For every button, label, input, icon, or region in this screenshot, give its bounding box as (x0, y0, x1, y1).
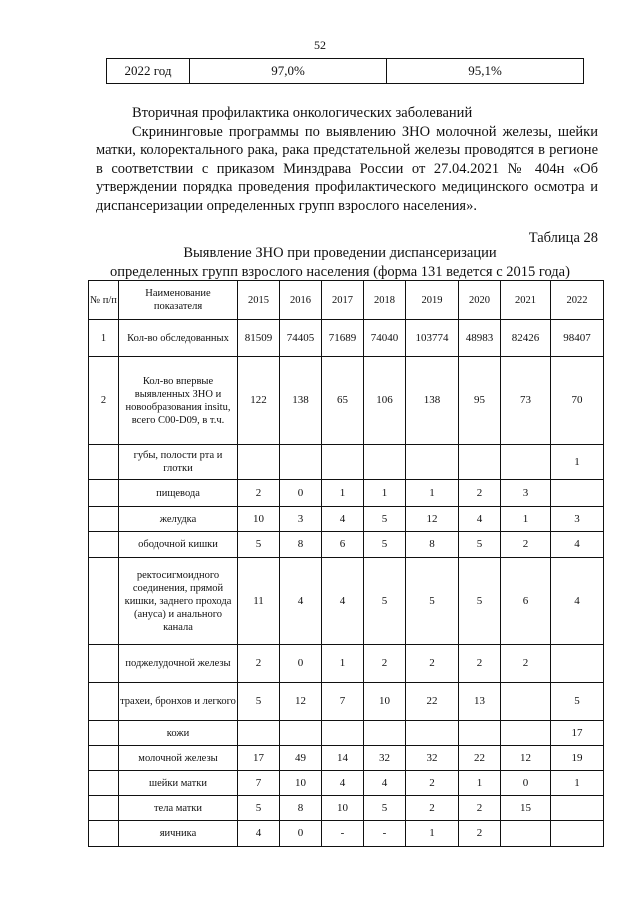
value-cell: 11 (238, 558, 280, 645)
value-cell: 5 (406, 558, 459, 645)
value-cell: 49 (280, 746, 322, 771)
row-number (89, 532, 119, 558)
indicator-name: пищевода (119, 480, 238, 507)
value-cell: 103774 (406, 320, 459, 357)
value-cell: 8 (280, 796, 322, 821)
row-number (89, 721, 119, 746)
value-cell: 1 (501, 507, 551, 532)
value-cell: 1 (364, 480, 406, 507)
section-title: Вторичная профилактика онкологических заболеваний (132, 105, 473, 121)
row-number (89, 746, 119, 771)
indicator-name: трахеи, бронхов и легкого (119, 683, 238, 721)
row-number (89, 821, 119, 847)
value-cell: 19 (551, 746, 604, 771)
header-num: № п/п (89, 281, 119, 320)
value-cell: 1 (406, 821, 459, 847)
value-cell: 5 (238, 796, 280, 821)
value-cell (551, 645, 604, 683)
value-cell: 0 (280, 480, 322, 507)
value-cell (501, 683, 551, 721)
value-cell: 5 (459, 558, 501, 645)
value-cell: 3 (501, 480, 551, 507)
value-cell (406, 445, 459, 480)
data-table (88, 280, 604, 847)
table-row (89, 746, 604, 771)
value-cell: 0 (280, 645, 322, 683)
value-cell: 2 (459, 821, 501, 847)
header-year: 2016 (280, 281, 322, 320)
value-cell: 0 (280, 821, 322, 847)
value-cell: 5 (364, 507, 406, 532)
row-number (89, 683, 119, 721)
value-cell: 2 (406, 796, 459, 821)
value-cell: 2 (238, 480, 280, 507)
indicator-name: ректосигмоидного соединения, прямой кишки, заднего прохода (ануса) и анального канала (119, 558, 238, 645)
value-cell: 3 (280, 507, 322, 532)
value-cell: 5 (551, 683, 604, 721)
header-year: 2020 (459, 281, 501, 320)
value-cell: 4 (280, 558, 322, 645)
value-cell (280, 445, 322, 480)
value-cell: 138 (406, 357, 459, 445)
value-cell: 1 (551, 445, 604, 480)
value-cell (364, 445, 406, 480)
value-cell: 95 (459, 357, 501, 445)
value-cell: 22 (406, 683, 459, 721)
table-row (89, 796, 604, 821)
value-cell: 97,0% (190, 59, 387, 84)
value-cell: 17 (238, 746, 280, 771)
value-cell: 2 (406, 771, 459, 796)
value-cell: 0 (501, 771, 551, 796)
value-cell: 5 (238, 683, 280, 721)
header-year: 2018 (364, 281, 406, 320)
value-cell: 12 (406, 507, 459, 532)
header-year: 2019 (406, 281, 459, 320)
value-cell: 73 (501, 357, 551, 445)
value-cell: 2 (459, 480, 501, 507)
value-cell: 4 (459, 507, 501, 532)
value-cell: 3 (551, 507, 604, 532)
table-row (89, 445, 604, 480)
value-cell (459, 721, 501, 746)
value-cell: 8 (406, 532, 459, 558)
table-row (89, 645, 604, 683)
value-cell: 7 (238, 771, 280, 796)
value-cell: 74040 (364, 320, 406, 357)
table-label: Таблица 28 (528, 230, 598, 246)
value-cell: 5 (364, 532, 406, 558)
value-cell: 32 (364, 746, 406, 771)
value-cell: 12 (501, 746, 551, 771)
value-cell (280, 721, 322, 746)
value-cell: 22 (459, 746, 501, 771)
value-cell: 2 (364, 645, 406, 683)
page-number: 52 (314, 38, 326, 52)
table-row (107, 59, 584, 84)
row-number: 1 (89, 320, 119, 357)
row-number (89, 507, 119, 532)
table-row (89, 771, 604, 796)
value-cell: 48983 (459, 320, 501, 357)
header-name: Наименование показателя (119, 281, 238, 320)
value-cell: 2 (501, 645, 551, 683)
indicator-name: желудка (119, 507, 238, 532)
value-cell: 5 (364, 796, 406, 821)
value-cell: - (364, 821, 406, 847)
value-cell (501, 721, 551, 746)
indicator-name: Кол-во впервые выявленных ЗНО и новообразования insitu, всего С00-D09, в т.ч. (119, 357, 238, 445)
table-caption: Выявление ЗНО при проведении диспансеризации (183, 245, 497, 261)
value-cell: 4 (364, 771, 406, 796)
value-cell: 4 (551, 532, 604, 558)
indicator-name: яичника (119, 821, 238, 847)
value-cell: 10 (322, 796, 364, 821)
table-caption: определенных групп взрослого населения (форма 131 ведется с 2015 года) (110, 264, 570, 280)
value-cell: 71689 (322, 320, 364, 357)
row-number (89, 480, 119, 507)
value-cell: 106 (364, 357, 406, 445)
value-cell: 2 (238, 645, 280, 683)
indicator-name: шейки матки (119, 771, 238, 796)
value-cell (551, 480, 604, 507)
indicator-name: ободочной кишки (119, 532, 238, 558)
value-cell: 70 (551, 357, 604, 445)
value-cell (501, 821, 551, 847)
value-cell: 4 (322, 507, 364, 532)
value-cell: 32 (406, 746, 459, 771)
value-cell: 65 (322, 357, 364, 445)
value-cell (459, 445, 501, 480)
value-cell: 138 (280, 357, 322, 445)
indicator-name: молочной железы (119, 746, 238, 771)
value-cell: 8 (280, 532, 322, 558)
value-cell (551, 796, 604, 821)
value-cell: 5 (364, 558, 406, 645)
value-cell: 5 (238, 532, 280, 558)
table-row (89, 357, 604, 445)
value-cell: 4 (322, 558, 364, 645)
row-number (89, 796, 119, 821)
value-cell (238, 445, 280, 480)
value-cell: 6 (501, 558, 551, 645)
value-cell: 6 (322, 532, 364, 558)
value-cell: 74405 (280, 320, 322, 357)
value-cell: 81509 (238, 320, 280, 357)
indicator-name: губы, полости рта и глотки (119, 445, 238, 480)
value-cell: 15 (501, 796, 551, 821)
value-cell: 10 (238, 507, 280, 532)
table-row (89, 320, 604, 357)
value-cell: 95,1% (387, 59, 584, 84)
value-cell: 82426 (501, 320, 551, 357)
value-cell (322, 445, 364, 480)
value-cell (501, 445, 551, 480)
value-cell (364, 721, 406, 746)
value-cell (551, 821, 604, 847)
value-cell: 1 (322, 480, 364, 507)
value-cell: 4 (238, 821, 280, 847)
table-row (89, 532, 604, 558)
continuation-table (106, 58, 584, 84)
row-number (89, 771, 119, 796)
value-cell: 10 (280, 771, 322, 796)
value-cell: 1 (459, 771, 501, 796)
value-cell: 2 (459, 645, 501, 683)
header-year: 2021 (501, 281, 551, 320)
table-row (89, 558, 604, 645)
body-paragraph: Скрининговые программы по выявлению ЗНО молочной железы, шейки матки, колоректального рака, рака предстательной железы проводятся в регионе в соответствии с приказом Минздрава России от 27.04.2021 № 404н «Об утверждении порядка проведения профилактического медицинского осмотра и диспансеризации определенных групп взрослого населения». (96, 124, 598, 214)
table-header-row (89, 281, 604, 320)
value-cell: 2 (406, 645, 459, 683)
row-number (89, 445, 119, 480)
value-cell: 1 (322, 645, 364, 683)
indicator-name: тела матки (119, 796, 238, 821)
value-cell: 14 (322, 746, 364, 771)
value-cell: 2 (459, 796, 501, 821)
value-cell: 2 (501, 532, 551, 558)
value-cell: 12 (280, 683, 322, 721)
value-cell: 4 (322, 771, 364, 796)
indicator-name: кожи (119, 721, 238, 746)
table-row (89, 480, 604, 507)
value-cell: 13 (459, 683, 501, 721)
indicator-name: поджелудочной железы (119, 645, 238, 683)
table-row (89, 507, 604, 532)
header-year: 2022 (551, 281, 604, 320)
value-cell: - (322, 821, 364, 847)
value-cell: 17 (551, 721, 604, 746)
value-cell: 98407 (551, 320, 604, 357)
table-row (89, 683, 604, 721)
value-cell: 5 (459, 532, 501, 558)
header-year: 2015 (238, 281, 280, 320)
table-row (89, 821, 604, 847)
indicator-name: Кол-во обследованных (119, 320, 238, 357)
value-cell (238, 721, 280, 746)
row-number: 2 (89, 357, 119, 445)
value-cell: 1 (406, 480, 459, 507)
year-cell: 2022 год (107, 59, 190, 84)
row-number (89, 645, 119, 683)
header-year: 2017 (322, 281, 364, 320)
value-cell: 1 (551, 771, 604, 796)
value-cell (406, 721, 459, 746)
value-cell: 4 (551, 558, 604, 645)
value-cell: 7 (322, 683, 364, 721)
value-cell: 122 (238, 357, 280, 445)
value-cell: 10 (364, 683, 406, 721)
row-number (89, 558, 119, 645)
value-cell (322, 721, 364, 746)
table-row (89, 721, 604, 746)
